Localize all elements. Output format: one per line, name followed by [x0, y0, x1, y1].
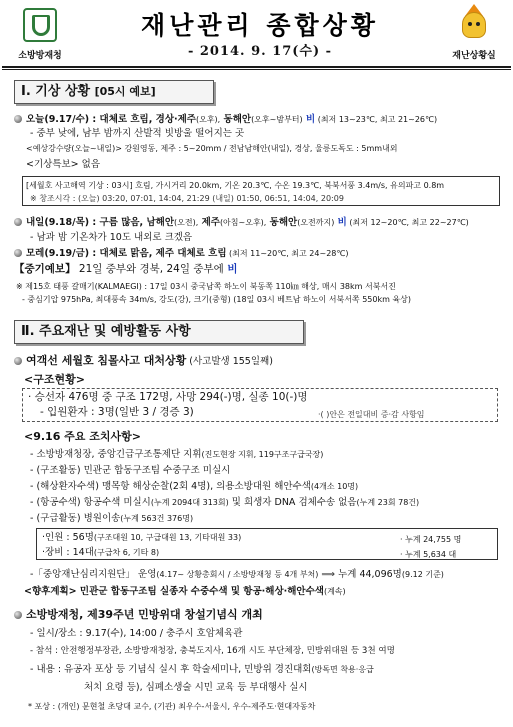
fire-mascot-icon — [454, 4, 494, 44]
anniversary-attendees: - 참석 : 안전행정부장관, 소방방재청장, 충북도지사, 16개 시도 부단체장, 민방위대원 등 3천 여명 — [30, 646, 395, 656]
rescue-status-heading: <구조현황> — [24, 373, 85, 386]
anniversary-content-cont: 처치 요령 등), 심폐소생술 시민 교육 등 부대행사 실시 — [84, 682, 308, 693]
sewol-weather: [세월호 사고해역 기상 : 03시] 흐림, 가시거리 20.0km, 기온 20.3℃, 수온 19.3℃, 북북서풍 3.4m/s, 유의파고 0.8m — [26, 181, 445, 190]
weather-dayafter: 모레(9.19/금) : 대체로 맑음, 제주 대체로 흐림 (최저 11~20℃, 최고 24~28℃) — [14, 247, 348, 260]
hospitalized-count: - 입원환자 : 3명(일반 3 / 경증 3) — [40, 406, 194, 418]
anniversary-content: - 내용 : 유공자 포상 등 기념식 실시 후 학술세미나, 민방위 경진대회(방독면 착용·응급 — [30, 664, 374, 675]
resources-equipment: ·장비 : 14대(구급차 6, 기타 8) — [42, 547, 160, 558]
rescue-note: ·( )안은 전일대비 증·감 사항임 — [318, 410, 425, 419]
action-ems: - (구급활동) 병원이송(누계 563건 376명) — [30, 513, 194, 524]
action-air-search: - (항공수색) 항공수색 미실시(누계 2094대 313회) 및 희생자 DNA 검체수송 없음(누계 23회 78건) — [30, 497, 420, 508]
weather-tomorrow: 내일(9.18/목) : 구름 많음, 남해안(오전), 제주(아침~오후), 동해안(오전까지) 비 (최저 12~20℃, 최고 22~27℃) — [14, 216, 469, 229]
action-rescue: - (구조활동) 민관군 합동구조팀 수중구조 미실시 — [30, 465, 231, 476]
resources-people-total: · 누계 24,755 명 — [400, 535, 462, 544]
midterm-forecast: 【중기예보】 21일 중부와 경북, 24일 중부에 비 — [14, 263, 238, 275]
bullet-icon — [14, 611, 22, 619]
special-report: <기상특보> 없음 — [26, 159, 101, 170]
actions-heading: <9.16 주요 조치사항> — [24, 430, 141, 443]
ferry-title: 여객선 세월호 침몰사고 대처상황 (사고발생 155일째) — [14, 354, 273, 368]
psych-support: -「중앙재난심리지원단」 운영(4.17~ 상황총회시 / 소방방재청 등 4개 부처) ⟹ 누계 44,096명(9.12 기준) — [30, 569, 444, 580]
tide-times: ※ 창조시각 : (오늘) 03:20, 07:01, 14:04, 21:29 (내일) 01:50, 06:51, 14:04, 20:09 — [30, 194, 344, 203]
anniversary-datetime: - 일시/장소 : 9.17(수), 14:00 / 충주시 호암체육관 — [30, 628, 243, 639]
agency-logo-block — [4, 6, 76, 64]
weather-today: 오늘(9.17/수) : 대체로 흐림, 경상·제주(오후), 동해안(오후~밤부터) 비 (최저 13~23℃, 최고 21~26℃) — [14, 113, 437, 126]
action-sea-search: - (해상환자수색) 맹목항 해상순찰(2회 4명), 의용소방대원 해안수색(4개소 10명) — [30, 481, 359, 492]
section-weather-heading: Ⅰ. 기상 상황 [05시 예보] — [14, 80, 214, 104]
header-divider-thin — [2, 69, 511, 70]
weather-today-detail: - 중부 낮에, 남부 밤까지 산발적 빗방울 떨어지는 곳 — [30, 128, 245, 139]
bullet-icon — [14, 357, 22, 365]
bullet-icon — [14, 218, 22, 226]
rain-forecast: <예상강수량(오늘~내일)> 강원영동, 제주 : 5~20mm / 전남남해안(내일), 경상, 울릉도독도 : 5mm내외 — [26, 144, 398, 153]
future-plan: <향후계획> 민관군 합동구조팀 실종자 수중수색 및 항공·해상·해안수색(계속) — [24, 586, 346, 597]
typhoon-info: ※ 제15호 태풍 갈매기(KALMAEGI) : 17일 03시 중국남쪽 하노이 북동쪽 110㎞ 해상, 매시 38km 서북서진 — [16, 282, 396, 291]
anniversary-awards: * 포상 : (개인) 문현철 초당대 교수, (기관) 최우수-서울시, 우수-제주도·현대자동차 — [28, 702, 316, 711]
section-disaster-heading: Ⅱ. 주요재난 및 예방활동 사항 — [14, 320, 304, 344]
anniversary-title: 소방방재청, 제39주년 민방위대 창설기념식 개최 — [14, 608, 263, 622]
agency-logo-icon — [23, 8, 57, 42]
mascot-block — [438, 4, 510, 64]
weather-tomorrow-detail: - 남과 밤 기온차가 10도 내외로 크겠음 — [30, 232, 193, 243]
rescue-counts: · 승선자 476명 중 구조 172명, 사망 294(-)명, 실종 10(-)명 — [28, 391, 308, 403]
situation-room-name: 재난상황실 — [452, 51, 496, 61]
header-divider — [2, 66, 511, 68]
resources-equipment-total: · 누계 5,634 대 — [400, 550, 457, 559]
report-date: - 2014. 9. 17(수) - — [187, 44, 333, 59]
resources-people: ·인원 : 56명(구조대원 10, 구급대원 13, 기타대원 33) — [42, 532, 242, 543]
bullet-icon — [14, 249, 22, 257]
agency-name: 소방방재청 — [18, 51, 62, 61]
bullet-icon — [14, 115, 22, 123]
page-title: 재난관리 종합상황 — [141, 11, 379, 40]
typhoon-detail: - 중심기압 975hPa, 최대풍속 34m/s, 강도(강), 크기(중형) (18일 03시 베트남 하노이 서북서쪽 550km 육상) — [22, 295, 412, 304]
action-command: - 소방방재청장, 중앙긴급구조통제단 지휘(진도현장 지휘, 119구조구급국장) — [30, 449, 324, 460]
